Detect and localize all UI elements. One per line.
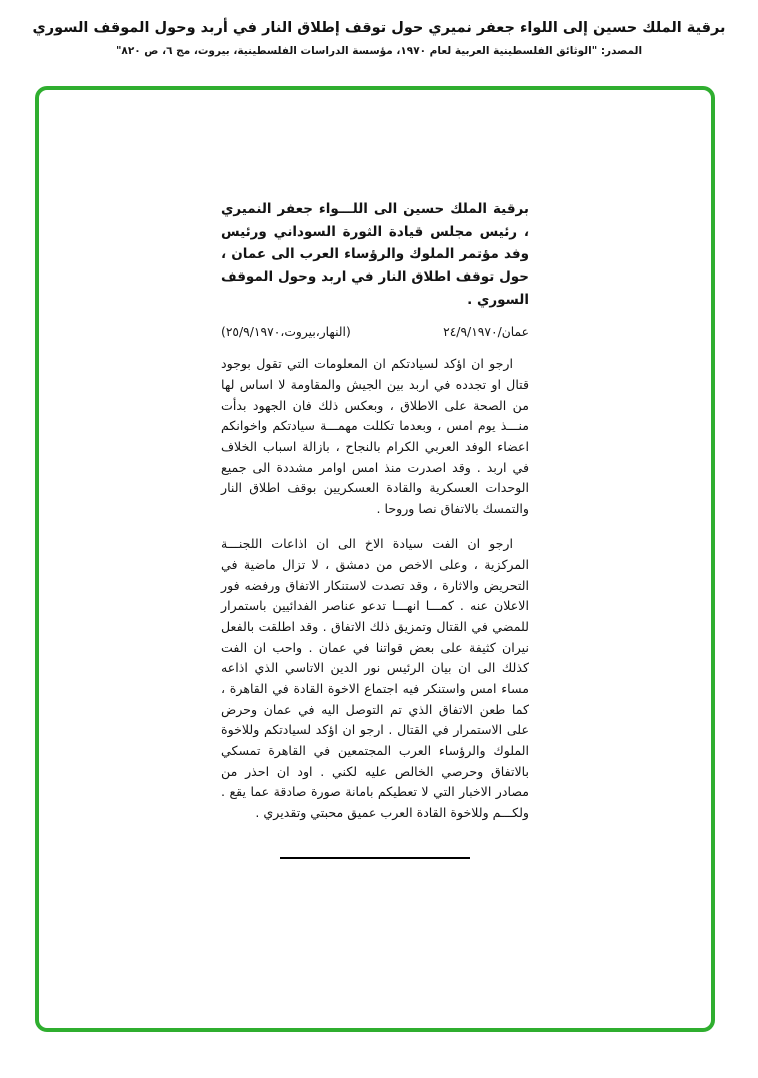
page-title: برقية الملك حسين إلى اللواء جعفر نميري حول توقف إطلاق النار في أربد وحول الموقف السوري (32, 20, 726, 36)
document-frame (35, 86, 715, 1032)
telegram-content (221, 90, 529, 859)
telegram-heading: برقية الملك حسين الى اللـــواء جعفر النميري ، رئيس مجلس قيادة الثورة السوداني ورئيس وفد مؤتمر الملوك والرؤساء العرب الى عمان ، حول توقف اطلاق النار في اربد وحول الموقف السوري . (221, 201, 529, 308)
dateline-publication: (النهار،بيروت،٢٥/٩/١٩٧٠) (221, 325, 351, 340)
telegram-paragraph-1: ارجو ان اؤكد لسيادتكم ان المعلومات التي تقول بوجود قتال او تجدده في اربد بين الجيش والمقاومة لا اساس لها من الصحة على الاطلاق ، وبعكس ذلك فان الجهود بدأت منـــذ يوم امس ، وبعدما تكللت مهمـــة سيادتكم واخوانكم اعضاء الوفد العربي الكرام بالنجاح ، بازالة اسباب الخلاف في اربد . وقد اصدرت منذ امس اوامر مشددة الى جميع الوحدات العسكرية والقادة العسكريين بوقف اطلاق النار والتمسك بالاتفاق نصا وروحا . (221, 356, 529, 516)
dateline-row (221, 325, 529, 339)
dateline-place: عمان/٢٤/٩/١٩٧٠ (443, 325, 529, 340)
source-citation: المصدر: "الوثائق الفلسطينية العربية لعام ١٩٧٠، مؤسسة الدراسات الفلسطينية، بيروت، مج ٦، ص ٨٢٠" (115, 45, 643, 57)
telegram-paragraph-2: ارجو ان الفت سيادة الاخ الى ان اذاعات اللجنـــة المركزية ، وعلى الاخص من دمشق ، لا تزال ماضية في التحريض والاثارة ، وقد تصدت لاستنكار الاتفاق ورفضه فور الاعلان عنه . كمـــا انهـــا تدعو عناصر الفدائيين باستمرار للمضي في القتال وتمزيق ذلك الاتفاق . وقد اطلقت بالفعل نيران كثيفة على بعض قواتنا في عمان . واحب ان الفت كذلك الى ان بيان الرئيس نور الدين الاتاسي الذي اذاعه مساء امس واستنكر فيه اجتماع الاخوة القادة في القاهرة ، كما طعن الاتفاق الذي تم التوصل اليه في عمان وحرض على الاستمرار في القتال . ارجو ان اؤكد لسيادتكم وللاخوة الملوك والرؤساء العرب المجتمعين في القاهرة تمسكي بالاتفاق وحرصي الخالص عليه لكني . اود ان احذر من مصادر الاخبار التي لا تعطيكم بامانة صورة صادقة عما يقع . ولكـــم وللاخوة القادة العرب عميق محبتي وتقديري . (221, 536, 529, 820)
signature-line (280, 857, 470, 859)
